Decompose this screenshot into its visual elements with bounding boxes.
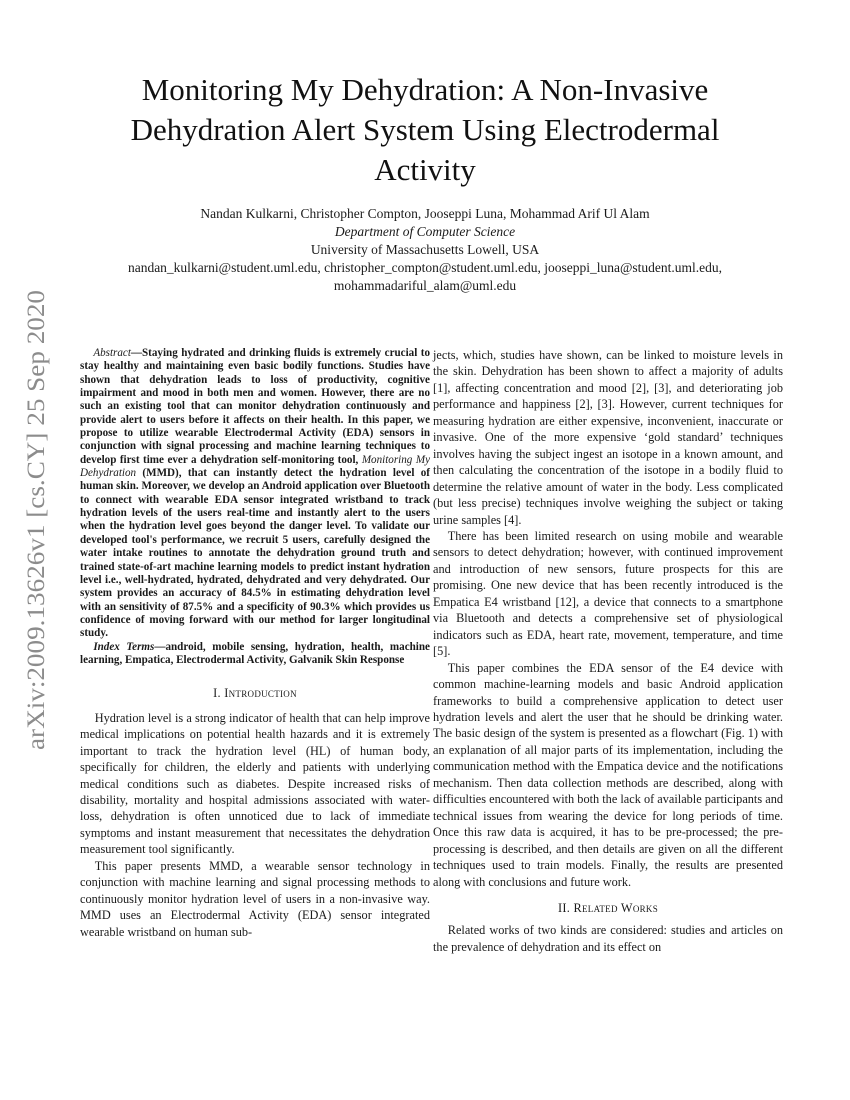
- author-emails: nandan_kulkarni@student.uml.edu, christopher_compton@student.uml.edu, jooseppi_luna@student.uml.edu,: [127, 260, 723, 275]
- intro-paragraph-2: This paper presents MMD, a wearable sensor technology in conjunction with machine learning and signal processing methods to continuously monitor hydration level of users in a non-invasive way. MMD uses an Electrodermal Activity (EDA) sensor integrated wearable wristband on human sub-: [80, 858, 430, 939]
- index-terms-lead: Index Terms: [93, 640, 155, 653]
- abstract-text-2: (MMD), that can instantly detect the hydration level of human skin. Moreover, we develop an Android application over Bluetooth to connect with wearable EDA sensor integrated wristband to track hydration levels of the users real-time and instantly alert to the users when the hydration level goes beyond the danger level. To validate our developed tool's performance, we recruit 5 users, carefully designed the water intake routines to annotate the dehydration ground truth and trained state-of-art machine learning models to predict instant hydration level i.e., well-hydrated, hydrated, dehydrated and very dehydrated. Our system provides an accuracy of 84.5% in estimating dehydration level with an sensitivity of 87.5% and a specificity of 90.3% which provides us confidence of moving forward with our method for larger longitudinal study.: [80, 467, 430, 640]
- intro-paragraph-4: There has been limited research on using mobile and wearable sensors to detect dehydration; however, with continued improvement and introduction of new sensors, future prospects for this are promising. One new device that has been recently introduced is the Empatica E4 wristband [12], a device that connects to a smartphone via Bluetooth and detects a comprehensive set of physiological indicators such as EDA, heart rate, movement, temperature, and time [5].: [433, 528, 783, 659]
- abstract-text-1: —Staying hydrated and drinking fluids is extremely crucial to stay healthy and maintaining even basic bodily functions. Studies have shown that dehydration leads to loss of productivity, cognitive impairment and mood in both men and women. However, there are no such an existing tool that can monitor dehydration continuously and provide alert to users before it affects on their health. In this paper, we propose to utilize wearable Electrodermal Activity (EDA) sensors in conjunction with signal processing and machine learning techniques to develop first time ever a dehydration self-monitoring tool,: [80, 347, 430, 466]
- paper-title: Monitoring My Dehydration: A Non-Invasive Dehydration Alert System Using Electrodermal Activity: [130, 72, 720, 187]
- related-works-paragraph-1: Related works of two kinds are considered: studies and articles on the prevalence of dehydration and its effect on: [433, 923, 783, 954]
- abstract-lead: Abstract: [93, 347, 131, 359]
- author-emails-line-2: mohammadariful_alam@uml.edu: [333, 278, 517, 293]
- index-terms-text: —android, mobile sensing, hydration, health, machine learning, Empatica, Electrodermal Activity, Galvanik Skin Response: [80, 640, 430, 666]
- left-column: [80, 347, 430, 940]
- section-heading-introduction: I. Introduction: [213, 686, 297, 701]
- author-block: [80, 205, 770, 295]
- abstract-tool-name: Monitoring My Dehydration: [80, 453, 430, 480]
- arxiv-identifier-stamp: [14, 280, 54, 760]
- author-names: Nandan Kulkarni, Christopher Compton, Jooseppi Luna, Mohammad Arif Ul Alam: [200, 206, 650, 221]
- intro-paragraph-3: jects, which, studies have shown, can be linked to moisture levels in the skin. Dehydration has been shown to affect a majority of adults [1], affecting concentration and mood [2], [3], and deteriorating job performance and happiness [2], [3]. However, current techniques for measuring hydration are either expensive, inconvenient, inaccurate or invasive. One of the more expensive ‘gold standard’ techniques involves having the subject ingest an isotope in a known amount, and then calculating the concentration of the isotope in a bodily fluid to determine the relative amount of water in the body. Less complicated (but less precise) techniques involve weighing the subject or taking urine samples [4].: [433, 348, 783, 527]
- index-terms: [80, 641, 430, 668]
- abstract: [80, 347, 430, 641]
- arxiv-identifier-text: arXiv:2009.13626v1 [cs.CY] 25 Sep 2020: [23, 326, 50, 750]
- intro-paragraph-5: This paper combines the EDA sensor of the E4 device with common machine-learning models and basic Android application frameworks to build a comprehensive application to detect user hydration levels and alert the user that he should be drinking water. The basic design of the system is presented as a flowchart (Fig. 1) with an explanation of all major parts of its implementation, including the communication method with the Empatica device and the notifications mechanism. Then data collection methods are described, along with difficulties encountered with both the lack of available participants and technical issues from wearing the device for long periods of time. Once this raw data is acquired, it has to be pre-processed; the pre-processing is described, and then details are given on all the different techniques used to train models. Finally, the results are presented along with conclusions and future work.: [433, 660, 783, 889]
- section-heading-related-works: II. Related Works: [557, 900, 659, 915]
- intro-paragraph-1: Hydration level is a strong indicator of health that can help improve medical implications on potential health hazards and it is extremely important to track the hydration level (HL) of human body, specifically for children, the elderly and patients with underlying medical conditions such as diabetes. Despite increased risks of disability, mortality and hospital admissions associated with water-loss, dehydration is often unnoticed due to lack of immediate symptoms and instant measurement that necessitates the dehydration measurement tool significantly.: [80, 710, 430, 857]
- right-column: [433, 347, 783, 955]
- author-university: University of Massachusetts Lowell, USA: [310, 242, 540, 257]
- author-department: Department of Computer Science: [334, 224, 516, 239]
